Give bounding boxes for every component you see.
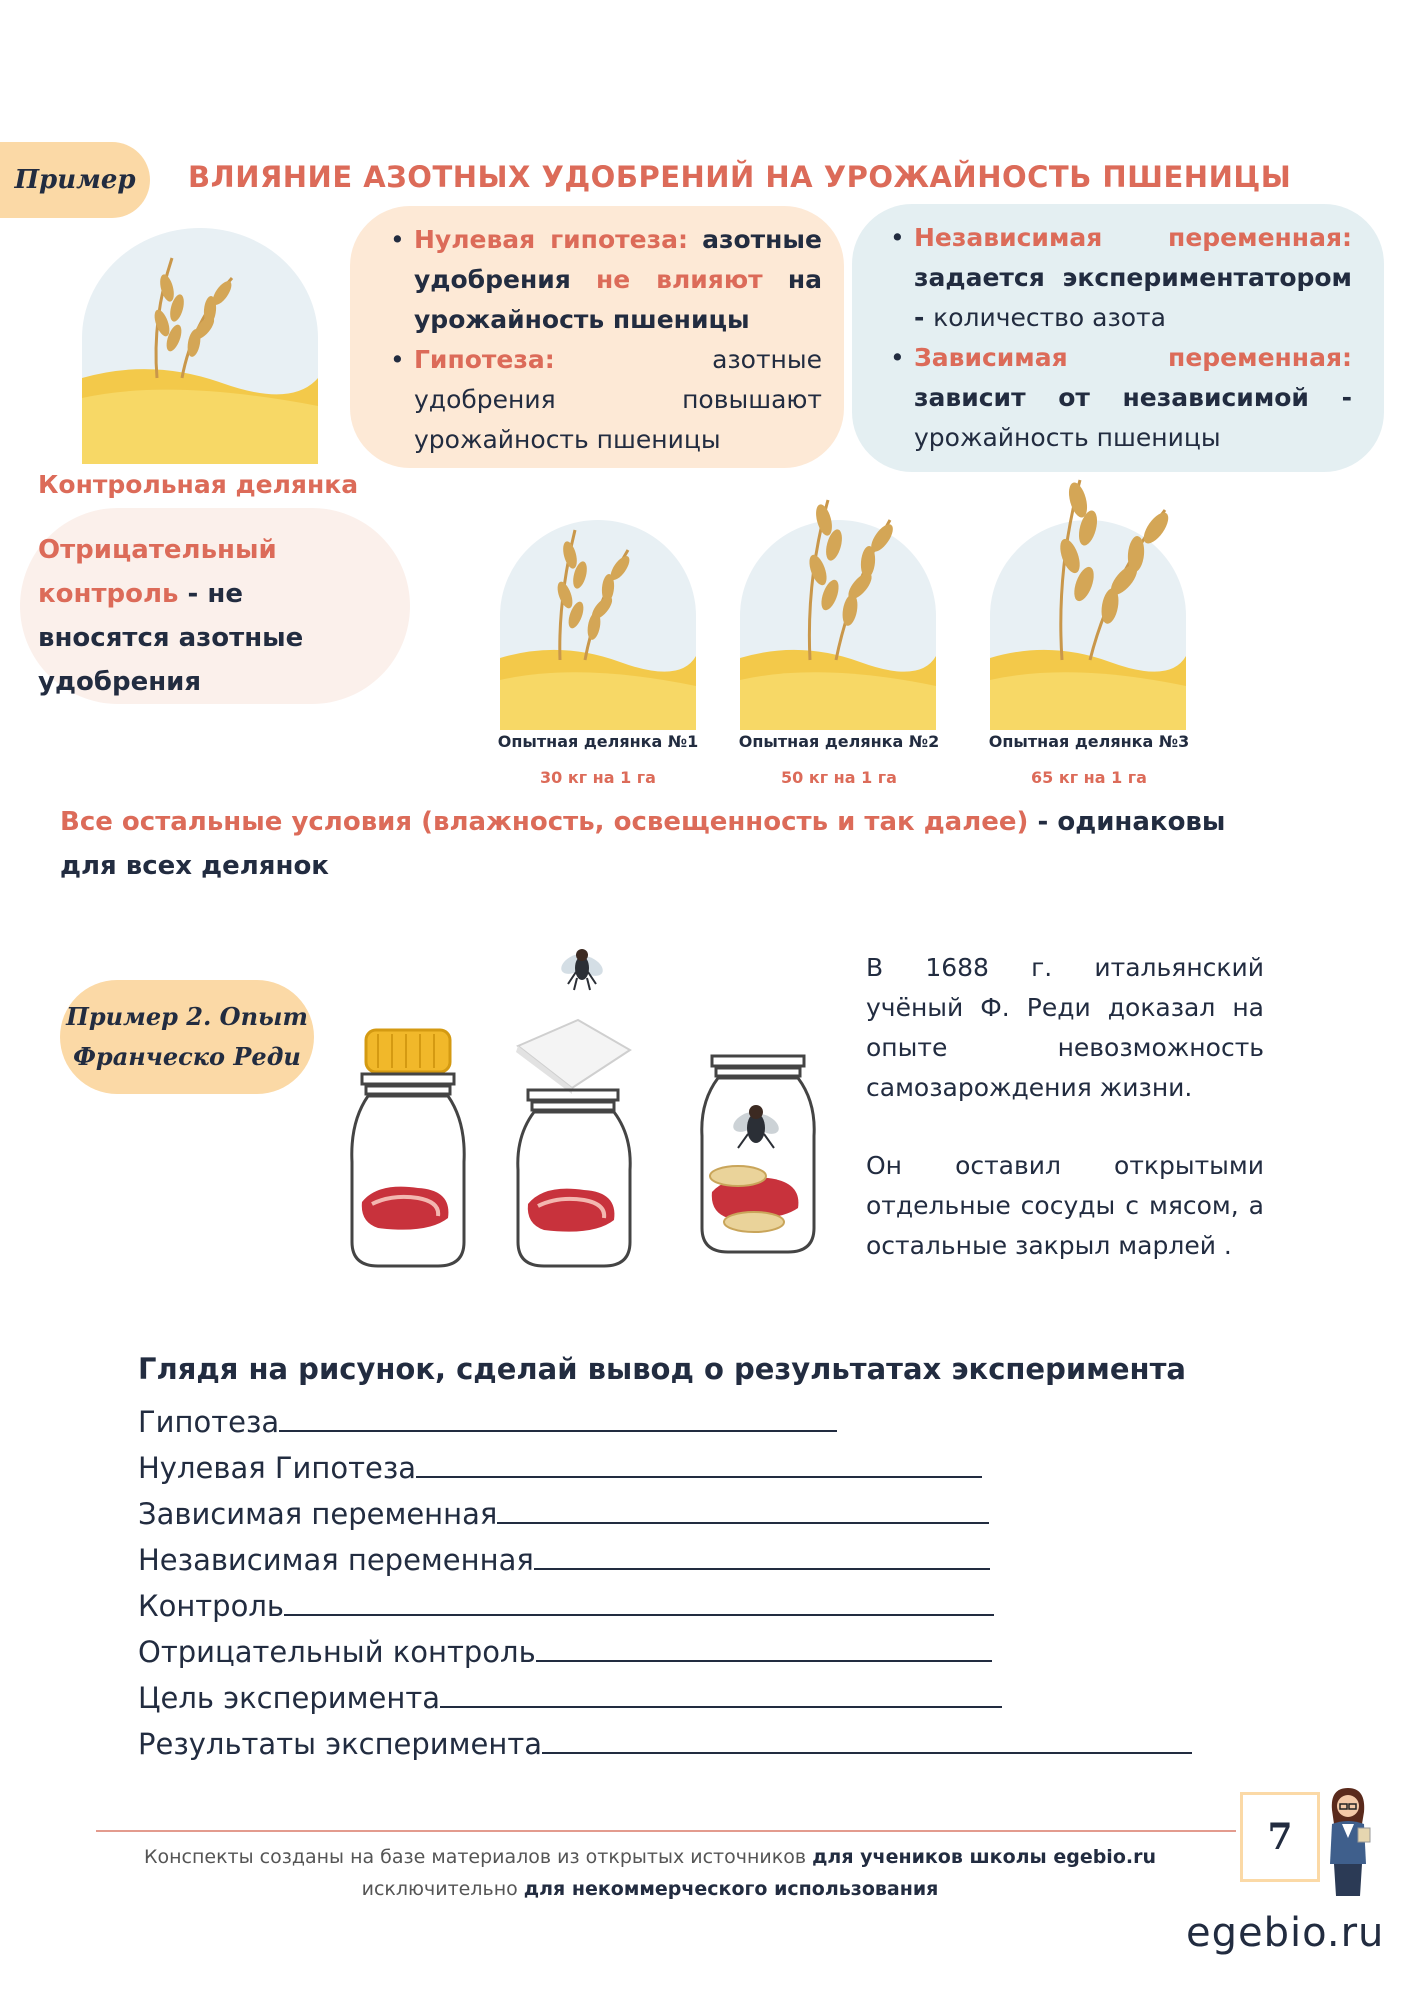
- plot-1-label: Опытная делянка №1: [497, 732, 699, 751]
- row-label: Независимая переменная: [138, 1543, 534, 1577]
- negative-control-text: не вносятся азотные удобрения: [38, 579, 304, 697]
- dependent-variable-bold: зависит от независимой: [914, 383, 1309, 412]
- answer-line[interactable]: [440, 1676, 1002, 1708]
- independent-variable-bold: задается экспериментатором: [914, 263, 1352, 292]
- answer-row-negative-control: [138, 1630, 992, 1669]
- redi-badge-line2: Франческо Реди: [73, 1042, 301, 1071]
- control-plot-label: Контрольная делянка: [38, 470, 359, 499]
- hypothesis-text: азотные удобрения повышают урожайность пшеницы: [414, 345, 822, 454]
- example-badge: Пример: [0, 142, 150, 218]
- variables-panel: [852, 204, 1384, 472]
- open-jar-with-maggots: [698, 1052, 818, 1258]
- footer-line-1: [60, 1846, 1240, 1868]
- answer-row-results: [138, 1722, 1192, 1761]
- plot-3-dose: 65 кг на 1 га: [1031, 768, 1147, 787]
- control-plot-image: [82, 228, 318, 464]
- null-hypothesis-text-c: на урожайность пшеницы: [414, 265, 822, 334]
- answer-line[interactable]: [542, 1722, 1192, 1754]
- footer-line-1-b: для учеников школы egebio.ru: [812, 1846, 1156, 1868]
- dependent-variable-text: урожайность пшеницы: [914, 423, 1221, 452]
- answer-line[interactable]: [536, 1630, 992, 1662]
- redi-badge: [60, 980, 314, 1094]
- site-logo[interactable]: egebio.ru: [1186, 1910, 1385, 1956]
- null-hypothesis-text-a: азотные удобрения: [414, 225, 822, 294]
- row-label: Результаты эксперимента: [138, 1727, 542, 1761]
- footer-line-1-a: Конспекты созданы на базе материалов из открытых источников: [143, 1846, 813, 1868]
- answer-line[interactable]: [416, 1446, 982, 1478]
- worksheet-heading: Глядя на рисунок, сделай вывод о результатах эксперимента: [138, 1352, 1186, 1386]
- fly-icon: [552, 936, 612, 996]
- answer-row-independent-variable: [138, 1538, 990, 1577]
- negative-control-panel: [20, 508, 410, 704]
- independent-variable-item: [912, 218, 1352, 338]
- answer-row-hypothesis: [138, 1400, 837, 1439]
- negative-control-term: Отрицательный контроль: [38, 535, 277, 609]
- plot-1-dose: 30 кг на 1 га: [540, 768, 656, 787]
- hypothesis-panel: [350, 206, 844, 468]
- null-hypothesis-item: [412, 220, 822, 340]
- conditions-note-a: Все остальные условия (влажность, освещенность и так далее): [60, 807, 1029, 837]
- jar-with-lid: [348, 1022, 468, 1272]
- row-label: Нулевая Гипотеза: [138, 1451, 417, 1485]
- dependent-variable-dash: -: [1308, 383, 1352, 412]
- answer-line[interactable]: [497, 1492, 989, 1524]
- redi-paragraph-1: В 1688 г. итальянский учёный Ф. Реди доказал на опыте невозможность самозарождения жизни.: [866, 953, 1264, 1102]
- experimental-plot-3: [990, 470, 1210, 730]
- answer-row-null-hypothesis: [138, 1446, 982, 1485]
- conditions-note-b: - одинаковы для всех делянок: [60, 807, 1226, 881]
- footer-line-2-a: исключительно: [361, 1878, 524, 1900]
- plot-3-label: Опытная делянка №3: [988, 732, 1190, 751]
- independent-variable-dash: -: [914, 303, 934, 332]
- footer-line-2-b: для некоммерческого использования: [523, 1878, 939, 1900]
- answer-row-control: [138, 1584, 994, 1623]
- answer-line[interactable]: [279, 1400, 837, 1432]
- hypothesis-label: Гипотеза:: [414, 345, 555, 374]
- answer-row-dependent-variable: [138, 1492, 989, 1531]
- page-number-box: 7: [1240, 1792, 1320, 1882]
- row-label: Гипотеза: [138, 1405, 280, 1439]
- row-label: Цель эксперимента: [138, 1681, 440, 1715]
- row-label: Зависимая переменная: [138, 1497, 498, 1531]
- row-label: Контроль: [138, 1589, 284, 1623]
- teacher-icon: [1322, 1784, 1372, 1904]
- hypothesis-item: [412, 340, 822, 460]
- experimental-plot-2: [740, 490, 936, 730]
- experimental-plot-1: [500, 520, 696, 730]
- negative-control-dash: -: [178, 579, 208, 609]
- conditions-note: [60, 800, 1280, 888]
- null-hypothesis-label: Нулевая гипотеза:: [414, 225, 688, 254]
- example-title: ВЛИЯНИЕ АЗОТНЫХ УДОБРЕНИЙ НА УРОЖАЙНОСТЬ ПШЕНИЦЫ: [188, 160, 1292, 194]
- row-label: Отрицательный контроль: [138, 1635, 536, 1669]
- dependent-variable-item: [912, 338, 1352, 458]
- independent-variable-text: количество азота: [933, 303, 1166, 332]
- answer-row-goal: [138, 1676, 1002, 1715]
- dependent-variable-label: Зависимая переменная:: [914, 343, 1352, 372]
- answer-line[interactable]: [284, 1584, 994, 1616]
- jar-with-gauze: [508, 1010, 638, 1272]
- plot-2-dose: 50 кг на 1 га: [781, 768, 897, 787]
- answer-line[interactable]: [534, 1538, 990, 1570]
- redi-badge-line1: Пример 2. Опыт: [66, 1002, 308, 1031]
- plot-2-label: Опытная делянка №2: [738, 732, 940, 751]
- redi-paragraph-2: Он оставил открытыми отдельные сосуды с мясом, а остальные закрыл марлей .: [866, 1151, 1264, 1260]
- independent-variable-label: Независимая переменная:: [914, 223, 1352, 252]
- footer-divider: [96, 1830, 1236, 1832]
- null-hypothesis-text-b: не влияют: [596, 265, 763, 294]
- footer-line-2: [60, 1878, 1240, 1900]
